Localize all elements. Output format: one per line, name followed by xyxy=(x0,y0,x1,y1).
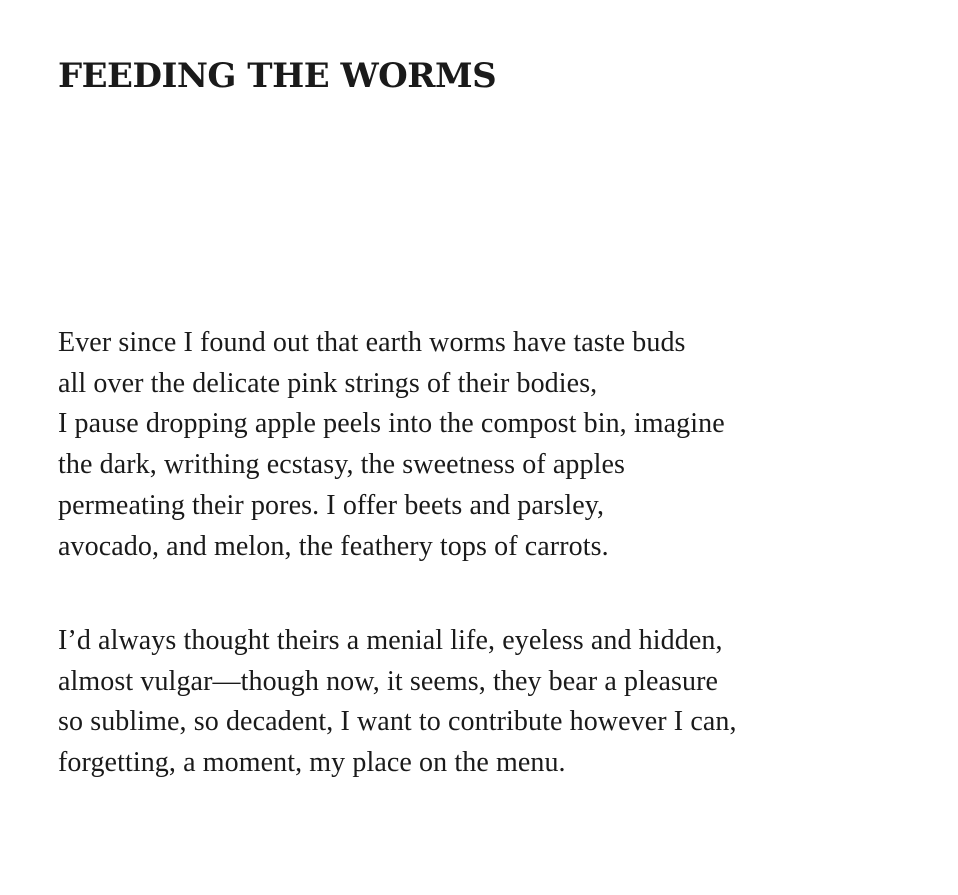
stanza-1 xyxy=(58,323,725,567)
poem-line: avocado, and melon, the feathery tops of carrots. xyxy=(58,530,609,562)
poem-line: permeating their pores. I offer beets and parsley, xyxy=(58,489,605,521)
stanza-2 xyxy=(58,621,737,784)
poem-line: I pause dropping apple peels into the compost bin, imagine xyxy=(58,408,725,440)
poem-line: Ever since I found out that earth worms have taste buds xyxy=(58,327,686,358)
poem-line: so sublime, so decadent, I want to contribute however I can, xyxy=(58,706,737,738)
poem-title: FEEDING THE WORMS xyxy=(58,56,497,96)
poem-line: all over the delicate pink strings of their bodies, xyxy=(58,367,598,399)
poem-line: the dark, writhing ecstasy, the sweetness of apples xyxy=(58,449,626,481)
poem-line: almost vulgar—though now, it seems, they bear a pleasure xyxy=(58,665,719,697)
poem-line: forgetting, a moment, my place on the menu. xyxy=(58,747,566,779)
poem-line: I’d always thought theirs a menial life, eyeless and hidden, xyxy=(58,625,723,656)
